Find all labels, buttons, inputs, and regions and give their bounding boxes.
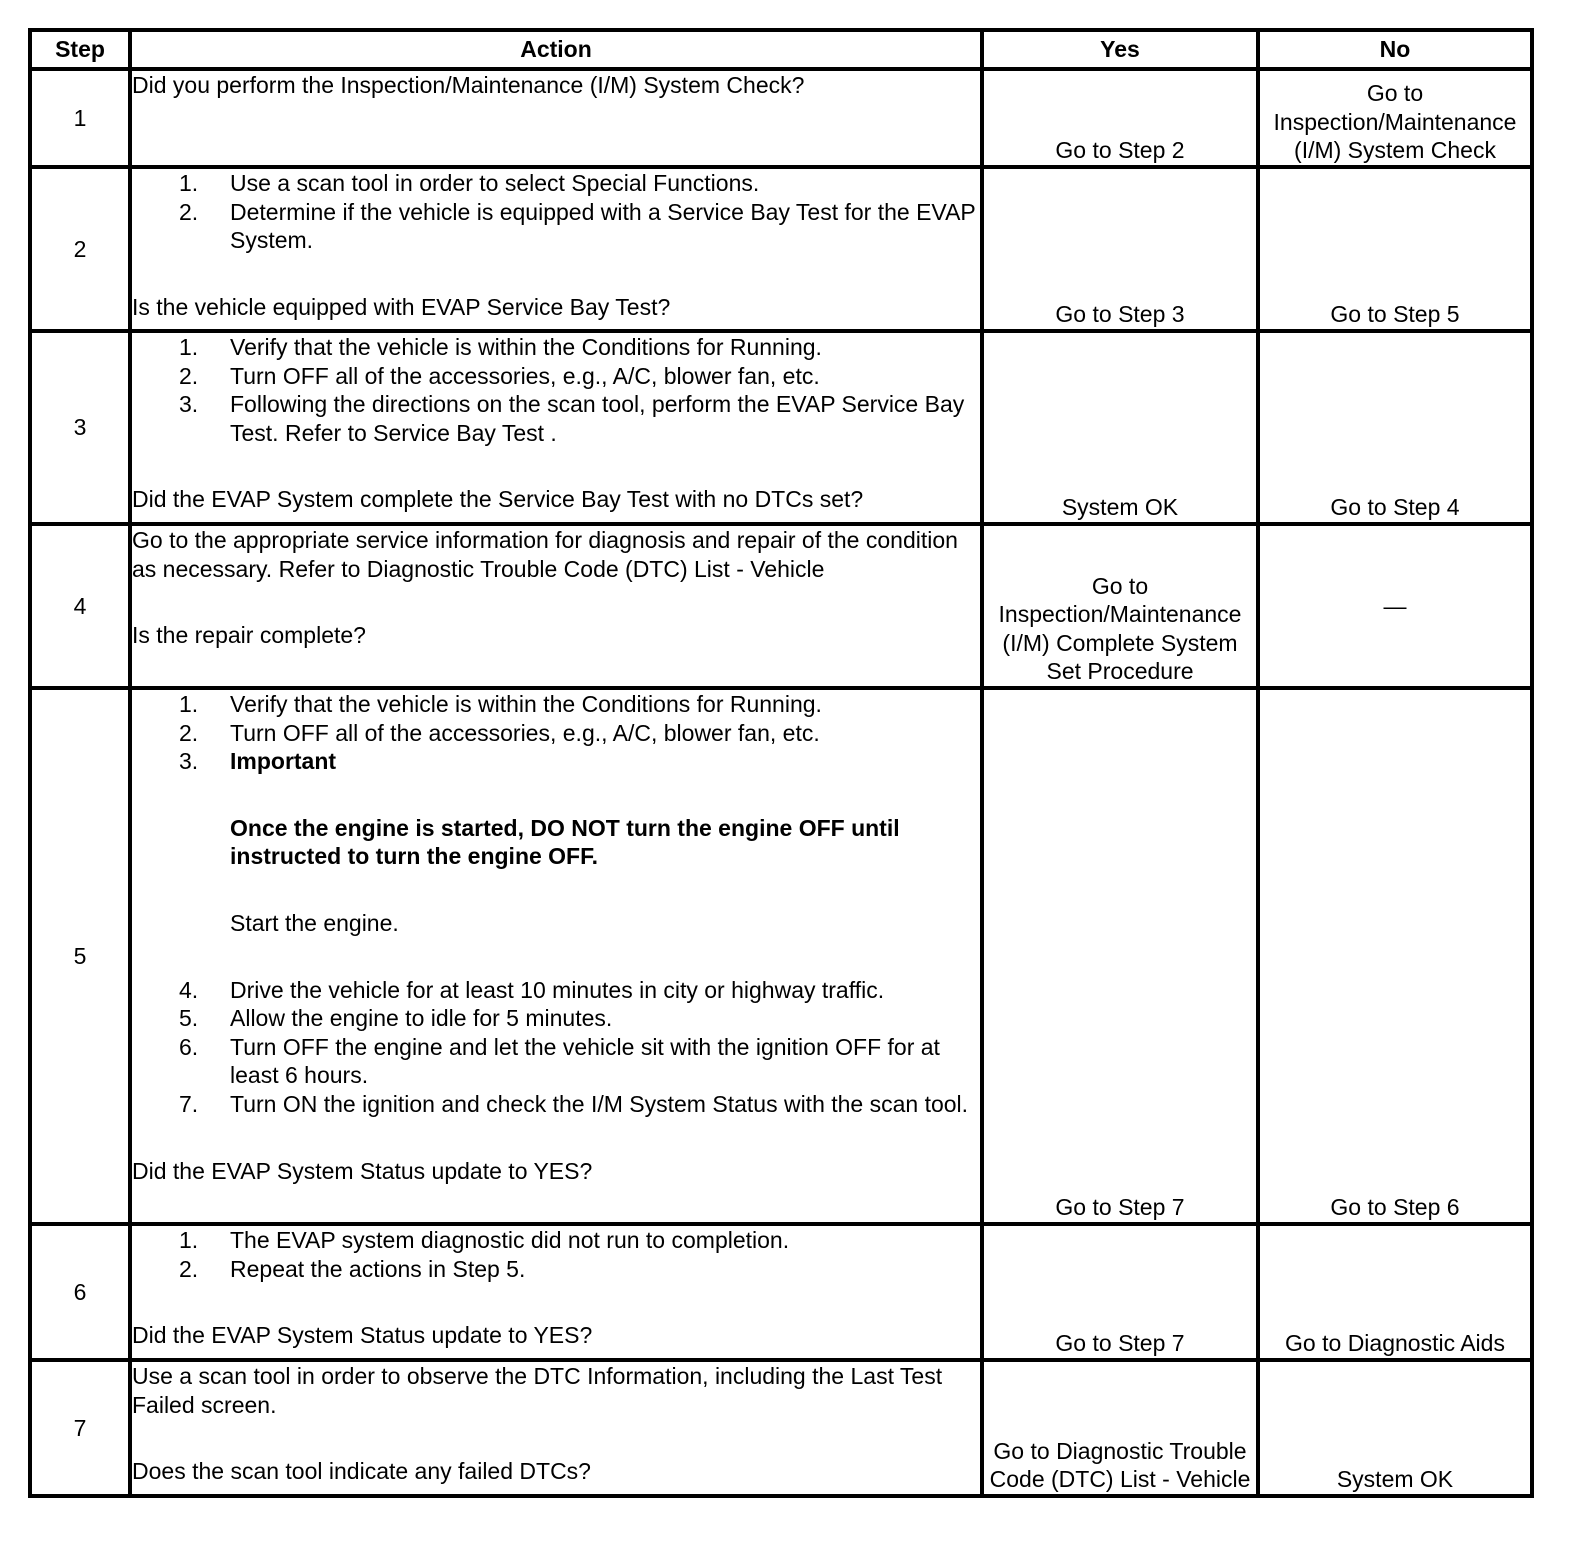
yes-cell: Go to Step 3 [982, 167, 1258, 331]
list-item: 4. Drive the vehicle for at least 10 minutes in city or highway traffic. [179, 976, 885, 1003]
no-cell: Go to Step 5 [1258, 167, 1532, 331]
action-list [132, 1226, 980, 1283]
important-label: Important [230, 748, 337, 775]
question-text: Did the EVAP System Status update to YES? [132, 1157, 593, 1184]
step-number: 7 [30, 1360, 130, 1496]
step-number: 3 [30, 331, 130, 524]
table-row [30, 331, 1532, 524]
action-text: Go to the appropriate service information for diagnosis and repair of the condition as necessary. Refer to Diagnostic Trouble Code (DTC) List - Vehicle [132, 527, 958, 582]
question-text: Is the vehicle equipped with EVAP Service Bay Test? [132, 293, 671, 320]
no-cell: Go to Step 6 [1258, 688, 1532, 1224]
yes-cell: System OK [982, 331, 1258, 524]
diagnostic-table [28, 28, 1534, 1498]
no-cell: Go to Step 4 [1258, 331, 1532, 524]
step-number: 6 [30, 1224, 130, 1360]
yes-cell: Go to Diagnostic Trouble Code (DTC) List - Vehicle [982, 1360, 1258, 1496]
action-cell [130, 1360, 982, 1496]
no-cell: System OK [1258, 1360, 1532, 1496]
list-item: 3. Following the directions on the scan tool, perform the EVAP Service Bay Test. Refer to Service Bay Test . [179, 391, 965, 446]
step-number: 2 [30, 167, 130, 331]
action-cell [130, 167, 982, 331]
header-step: Step [30, 30, 130, 69]
important-note: Once the engine is started, DO NOT turn the engine OFF until instructed to turn the engine OFF. [230, 814, 900, 870]
no-cell: Go to Diagnostic Aids [1258, 1224, 1532, 1360]
step-number: 4 [30, 524, 130, 688]
step-number: 1 [30, 69, 130, 167]
action-list [132, 690, 980, 1119]
list-item: 5. Allow the engine to idle for 5 minutes. [179, 1005, 613, 1032]
header-action: Action [130, 30, 982, 69]
action-cell [130, 69, 982, 167]
action-list [132, 333, 980, 447]
question-text: Did the EVAP System complete the Service Bay Test with no DTCs set? [132, 486, 864, 513]
list-item: 2. Turn OFF all of the accessories, e.g., A/C, blower fan, etc. [179, 362, 820, 389]
yes-cell: Go to Step 7 [982, 688, 1258, 1224]
table-row [30, 1360, 1532, 1496]
table-row [30, 69, 1532, 167]
list-item: 1. Verify that the vehicle is within the Conditions for Running. [179, 691, 822, 717]
yes-cell: Go to Step 2 [982, 69, 1258, 167]
list-item: 2. Determine if the vehicle is equipped with a Service Bay Test for the EVAP System. [179, 198, 976, 254]
list-item: 1. The EVAP system diagnostic did not run to completion. [179, 1227, 790, 1253]
table-row [30, 1224, 1532, 1360]
table-row [30, 688, 1532, 1224]
yes-cell: Go to Inspection/Maintenance (I/M) Complete System Set Procedure [982, 524, 1258, 688]
no-cell: Go to Inspection/Maintenance (I/M) System Check [1258, 69, 1532, 167]
step-number: 5 [30, 688, 130, 1224]
no-cell: — [1258, 524, 1532, 688]
action-list [132, 169, 980, 255]
action-cell [130, 524, 982, 688]
list-item: 1. Use a scan tool in order to select Special Functions. [179, 170, 760, 196]
action-cell [130, 331, 982, 524]
question-text: Did the EVAP System Status update to YES? [132, 1322, 593, 1349]
yes-cell: Go to Step 7 [982, 1224, 1258, 1360]
header-no: No [1258, 30, 1532, 69]
list-item: 6. Turn OFF the engine and let the vehicle sit with the ignition OFF for at least 6 hours. [179, 1033, 940, 1089]
list-item: 2. Turn OFF all of the accessories, e.g., A/C, blower fan, etc. [179, 719, 820, 746]
header-row [30, 30, 1532, 69]
action-cell [130, 688, 982, 1224]
header-yes: Yes [982, 30, 1258, 69]
table-row [30, 167, 1532, 331]
action-cell [130, 1224, 982, 1360]
table-row [30, 524, 1532, 688]
question-text: Is the repair complete? [132, 622, 366, 649]
question-text: Does the scan tool indicate any failed DTCs? [132, 1458, 591, 1485]
action-text: Use a scan tool in order to observe the DTC Information, including the Last Test Failed screen. [132, 1363, 943, 1418]
action-text: Did you perform the Inspection/Maintenance (I/M) System Check? [132, 72, 805, 98]
list-item: 3. Important Once the engine is started, DO NOT turn the engine OFF until instructed to turn the engine OFF. Start the engine. [132, 747, 980, 975]
list-item: 1. Verify that the vehicle is within the Conditions for Running. [179, 334, 822, 360]
list-item: 2. Repeat the actions in Step 5. [179, 1255, 526, 1282]
start-engine-text: Start the engine. [230, 909, 399, 936]
list-item: 7. Turn ON the ignition and check the I/M System Status with the scan tool. [179, 1090, 969, 1117]
